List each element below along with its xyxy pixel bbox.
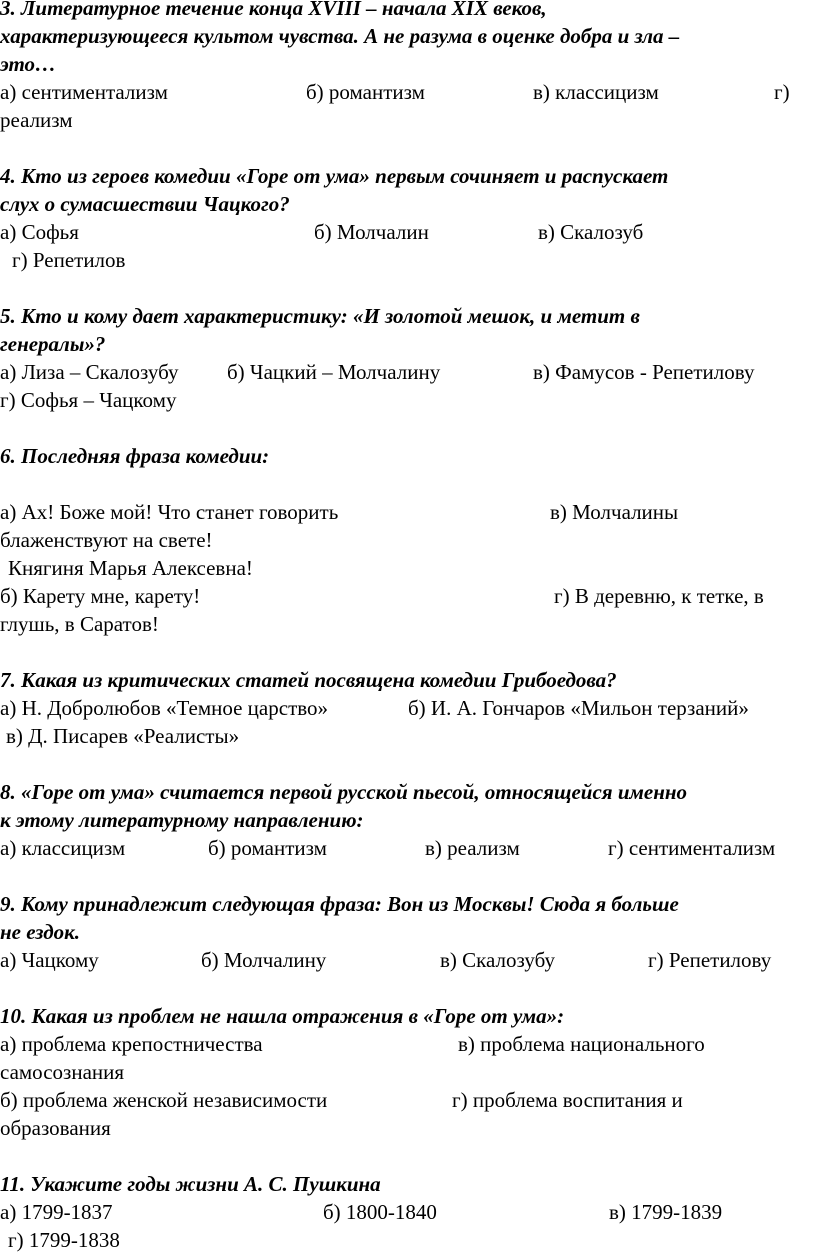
answer-6a: а) Ах! Боже мой! Что станет говорить: [0, 500, 339, 524]
answer-3d-text: реализм: [0, 108, 73, 132]
answer-8a: а) классицизм: [0, 836, 126, 860]
answer-10d-cont: образования: [0, 1116, 111, 1140]
question-5-line-2: генералы»?: [0, 332, 106, 356]
question-4-line-2: слух о сумасшествии Чацкого?: [0, 192, 290, 216]
answer-4b: б) Молчалин: [314, 220, 429, 244]
answer-5c: в) Фамусов - Репетилову: [533, 360, 755, 384]
answer-6d: г) В деревню, к тетке, в: [554, 584, 764, 608]
question-10-line-1: 10. Какая из проблем не нашла отражения в «Горе от ума»:: [0, 1004, 565, 1028]
question-7-line-1: 7. Какая из критических статей посвящена комедии Грибоедова?: [0, 668, 617, 692]
answer-4d: г) Репетилов: [12, 248, 126, 272]
answer-8c: в) реализм: [425, 836, 520, 860]
answer-3d-prefix: г): [774, 80, 790, 104]
question-9-line-2: не ездок.: [0, 920, 81, 944]
question-8-line-1: 8. «Горе от ума» считается первой русской пьесой, относящейся именно: [0, 780, 688, 804]
answer-7c: в) Д. Писарев «Реалисты»: [6, 724, 240, 748]
answer-11c: в) 1799-1839: [609, 1200, 723, 1224]
answer-7b: б) И. А. Гончаров «Мильон терзаний»: [408, 696, 749, 720]
answer-10d: г) проблема воспитания и: [452, 1088, 683, 1112]
answer-10c: в) проблема национального: [458, 1032, 705, 1056]
answer-6d-cont: глушь, в Саратов!: [0, 612, 159, 636]
answer-8d: г) сентиментализм: [608, 836, 776, 860]
answer-8b: б) романтизм: [208, 836, 327, 860]
answer-6c: в) Молчалины: [550, 500, 679, 524]
answer-6a-cont: Княгиня Марья Алексевна!: [8, 556, 253, 580]
answer-9b: б) Молчалину: [201, 948, 327, 972]
answer-3c: в) классицизм: [533, 80, 659, 104]
question-5-line-1: 5. Кто и кому дает характеристику: «И золотой мешок, и метит в: [0, 304, 640, 328]
answer-5b: б) Чацкий – Молчалину: [227, 360, 441, 384]
answer-6c-cont: блаженствуют на свете!: [0, 528, 213, 552]
answer-10a: а) проблема крепостничества: [0, 1032, 263, 1056]
answer-9d: г) Репетилову: [648, 948, 772, 972]
answer-11d: г) 1799-1838: [8, 1228, 120, 1252]
question-8-line-2: к этому литературному направлению:: [0, 808, 364, 832]
answer-4a: а) Софья: [0, 220, 79, 244]
answer-11a: а) 1799-1837: [0, 1200, 113, 1224]
answer-7a: а) Н. Добролюбов «Темное царство»: [0, 696, 329, 720]
question-9-line-1: 9. Кому принадлежит следующая фраза: Вон из Москвы! Сюда я больше: [0, 892, 679, 916]
question-11-line-1: 11. Укажите годы жизни А. С. Пушкина: [0, 1172, 381, 1196]
answer-9c: в) Скалозубу: [440, 948, 555, 972]
answer-5a: а) Лиза – Скалозубу: [0, 360, 179, 384]
question-3-line-2: характеризующееся культом чувства. А не разума в оценке добра и зла –: [0, 24, 680, 48]
answer-6b: б) Карету мне, карету!: [0, 584, 201, 608]
answer-4c: в) Скалозуб: [538, 220, 644, 244]
answer-5d: г) Софья – Чацкому: [0, 388, 177, 412]
question-6-line-1: 6. Последняя фраза комедии:: [0, 444, 270, 468]
answer-11b: б) 1800-1840: [323, 1200, 437, 1224]
question-3-line-1: 3. Литературное течение конца XVIII – начала XIX веков,: [0, 0, 547, 20]
answer-10b: б) проблема женской независимости: [0, 1088, 328, 1112]
answer-10c-cont: самосознания: [0, 1060, 125, 1084]
answer-3b: б) романтизм: [306, 80, 425, 104]
question-4-line-1: 4. Кто из героев комедии «Горе от ума» первым сочиняет и распускает: [0, 164, 669, 188]
question-3-line-3: это…: [0, 52, 56, 76]
answer-9a: а) Чацкому: [0, 948, 99, 972]
answer-3a: а) сентиментализм: [0, 80, 168, 104]
